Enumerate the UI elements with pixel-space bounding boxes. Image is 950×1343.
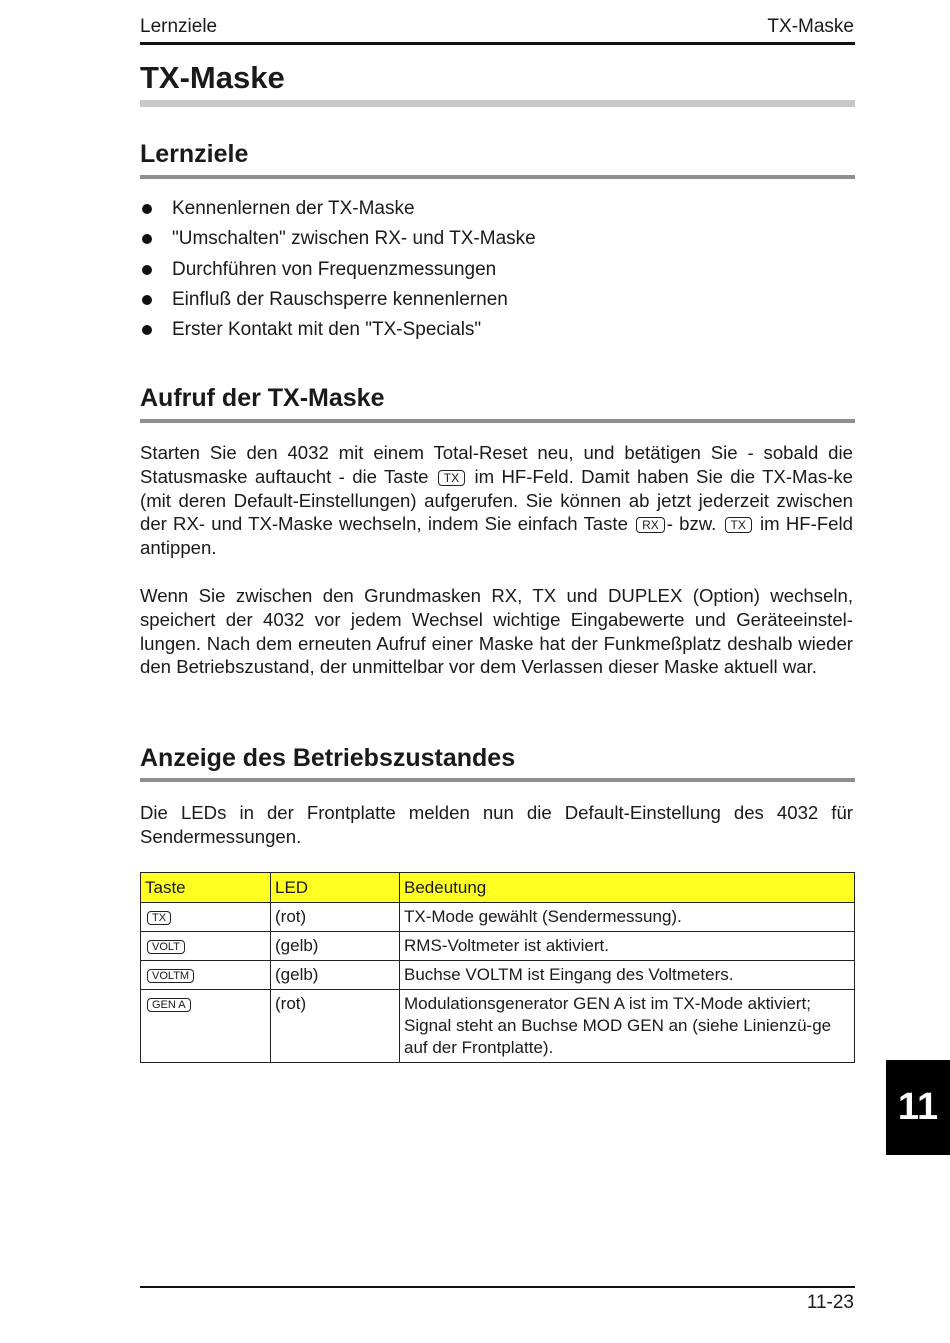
- table-row: [141, 903, 855, 932]
- paragraph-aufruf-1: Starten Sie den 4032 mit einem Total-Reset neu, und betätigen Sie - sobald die Statusmaske auftaucht - die Taste TX im HF-Feld. Damit haben Sie die TX-Mas-ke (mit deren Default-Einstellungen) aufgerufen. Sie können ab jetzt jederzeit zwischen der RX- und TX-Maske wechseln, indem Sie einfach Taste RX - bzw. TX im HF-Feld antippen.: [140, 442, 853, 559]
- bullet-icon: [142, 234, 152, 244]
- tx-key-icon: TX: [438, 470, 465, 486]
- paragraph-aufruf-2: Wenn Sie zwischen den Grundmasken RX, TX und DUPLEX (Option) wechseln, speichert der 4032 vor jedem Wechsel wichtige Eingabewerte und Geräteeinstel-lungen. Nach dem erneuten Aufruf einer Maske hat der Funkmeßplatz deshalb wieder den Betriebszustand, der unmittelbar vor dem Verlassen dieser Maske aktuell war.: [140, 585, 853, 678]
- bullet-icon: [142, 295, 152, 305]
- list-item: Kennenlernen der TX-Maske: [140, 196, 855, 226]
- led-meaning: TX-Mode gewählt (Sendermessung).: [400, 903, 855, 932]
- led-meaning: Modulationsgenerator GEN A ist im TX-Mode aktiviert; Signal steht an Buchse MOD GEN an (siehe Linienzü-ge auf der Frontplatte).: [400, 990, 855, 1063]
- column-header-taste: Taste: [141, 873, 271, 903]
- tx-key-icon: TX: [147, 911, 171, 925]
- led-color: (rot): [271, 903, 400, 932]
- bullet-icon: [142, 325, 152, 335]
- table-row: [141, 961, 855, 990]
- list-item: "Umschalten" zwischen RX- und TX-Maske: [140, 226, 855, 256]
- column-header-bedeutung: Bedeutung: [400, 873, 855, 903]
- table-row: [141, 990, 855, 1063]
- section-rule-aufruf: [140, 419, 855, 423]
- page-number: 11-23: [806, 1292, 854, 1313]
- voltm-key-icon: VOLTM: [147, 969, 194, 983]
- list-item: Einfluß der Rauschsperre kennenlernen: [140, 287, 855, 317]
- title-underline-bar: [140, 100, 855, 107]
- led-meaning: Buchse VOLTM ist Eingang des Voltmeters.: [400, 961, 855, 990]
- led-status-table: [140, 872, 855, 1063]
- section-heading-anzeige: Anzeige des Betriebszustandes: [140, 744, 516, 772]
- led-color: (gelb): [271, 932, 400, 961]
- section-heading-lernziele: Lernziele: [140, 140, 249, 168]
- running-header-left: Lernziele: [140, 16, 218, 37]
- list-item: Durchführen von Frequenzmessungen: [140, 257, 855, 287]
- list-item: Erster Kontakt mit den "TX-Specials": [140, 317, 855, 347]
- section-heading-aufruf: Aufruf der TX-Maske: [140, 384, 385, 412]
- led-color: (rot): [271, 990, 400, 1063]
- gen-a-key-icon: GEN A: [147, 998, 191, 1012]
- learning-goals-list: [140, 196, 855, 347]
- table-row: [141, 932, 855, 961]
- table-header-row: [141, 873, 855, 903]
- running-header-right: TX-Maske: [767, 16, 854, 37]
- footer-rule: [140, 1286, 855, 1288]
- header-rule: [140, 42, 855, 45]
- rx-key-icon: RX: [636, 517, 665, 533]
- column-header-led: LED: [271, 873, 400, 903]
- chapter-tab: 11: [886, 1060, 950, 1155]
- tx-key-icon: TX: [725, 517, 752, 533]
- section-rule-anzeige: [140, 778, 855, 782]
- bullet-icon: [142, 265, 152, 275]
- bullet-icon: [142, 204, 152, 214]
- volt-key-icon: VOLT: [147, 940, 185, 954]
- page-title: TX-Maske: [140, 60, 285, 95]
- section-rule-lernziele: [140, 175, 855, 179]
- led-color: (gelb): [271, 961, 400, 990]
- paragraph-anzeige: Die LEDs in der Frontplatte melden nun die Default-Einstellung des 4032 für Sendermessungen.: [140, 802, 853, 847]
- led-meaning: RMS-Voltmeter ist aktiviert.: [400, 932, 855, 961]
